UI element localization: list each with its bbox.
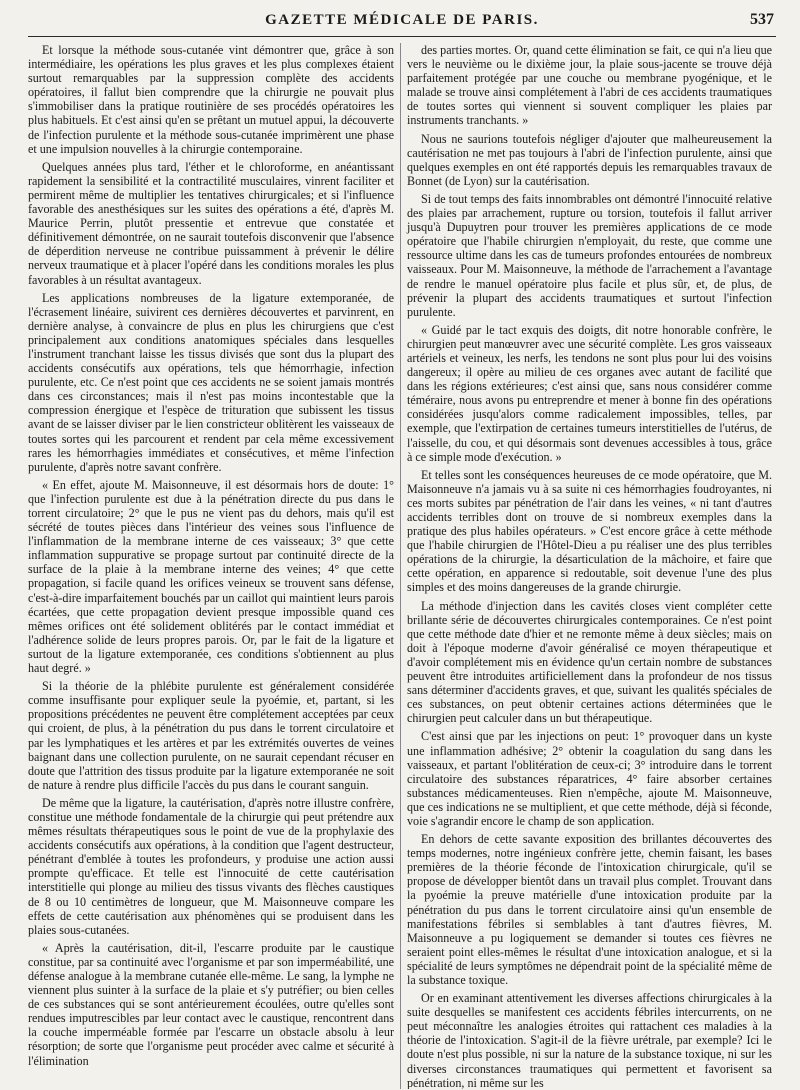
page-header xyxy=(28,10,776,37)
paragraph: « Après la cautérisation, dit-il, l'escarre produite par le caustique constitue, par sa continuité avec l'organisme et par son imperméabilité, une défense analogue à la membrane cutanée elle-même. Le sang, la lymphe ne viennent plus suinter à la surface de la plaie et s'y putréfier; ou bien celles de ces substances qui se sont antérieurement écoulées, outre qu'elles sont rendues imputrescibles par leur contact avec le caustique, rencontrent dans la couche imperméable formée par l'escarre un obstacle absolu à leur résorption; de sorte que l'organisme peut procéder avec calme et sécurité à l'élimination xyxy=(28,940,394,1068)
paragraph: En dehors de cette savante exposition des brillantes découvertes des temps modernes, notre ingénieux confrère jette, chemin faisant, les bases premières de la théorie féconde de l'intoxication chirurgicale, qu'il se propose de développer bientôt dans un travail plus complet. Trouvant dans la pyoémie la preuve matérielle d'une intoxication produite par la pénétration du pus dans le torrent circulatoire ainsi qu'un ensemble de manifestations fébriles si semblables à tant d'autres fièvres, M. Maisonneuve a pu logiquement se demander si toutes ces fièvres ne seraient point elles-mêmes le résultat d'une intoxication analogue, et si la spécialité de leurs symptômes ne dépendrait point de la spécialité même de la substance toxique. xyxy=(407,832,772,987)
paragraph: « En effet, ajoute M. Maisonneuve, il est désormais hors de doute: 1° que l'infection purulente est due à la pénétration directe du pus dans le torrent circulatoire; 2° que le pus ne vient pas du dehors, mais qu'il est sécrété de toutes pièces dans l'intérieur des veines sous l'influence de l'inflammation de la membrane interne de ces vaisseaux; 3° que cette inflammation suppurative se propage surtout par continuité directe de la surface de la plaie à la membrane interne des veines; 4° que cette propagation, si facile quand les orifices veineux se trouvent sans défense, c'est-à-dire imparfaitement bouchés par un caillot qui maintient leurs parois écartées, que cette propagation devient presque impossible quand ces mêmes orifices ont été solidement oblitérés par le contact immédiat et l'adhérence solide de leurs propres parois. Or, par le fait de la ligature et surtout de la ligature extemporanée, ces conditions s'obtiennent au plus haut degré. » xyxy=(28,477,394,676)
paragraph: Les applications nombreuses de la ligature extemporanée, de l'écrasement linéaire, suivirent ces dernières découvertes et parvinrent, en dernière analyse, à convaincre de plus en plus les chirurgiens que c'est principalement aux conditions anatomiques spéciales dans lesquelles l'instrument tranchant laisse les tissus divisés que sont dus la plupart des accidents consécutifs aux opérations, tels que hémorrhagie, infection purulente, etc. Ce n'est point que ces accidents ne se soient jamais montrés dans ces circonstances; mais il n'est pas moins incontestable que la compression énergique et l'espèce de trituration que subissent les tissus avant de se laisser diviser par le lien constricteur oblitèrent les vaisseaux de toutes sortes qui les parcourent et rendent par cela même excessivement rares les hémorrhagies immédiates et consécutives, et même l'infection purulente, d'après notre savant confrère. xyxy=(28,290,394,474)
left-column xyxy=(28,43,400,1089)
paragraph: « Guidé par le tact exquis des doigts, dit notre honorable confrère, le chirurgien peut manœuvrer avec une sécurité complète. Les gros vaisseaux artériels et veineux, les nerfs, les tendons ne sont plus pour lui des voisins dangereux; il opère au milieu de ces organes avec autant de facilité que dans les régions extérieures; c'est ainsi que, sans nous considérer comme téméraire, nous avons pu entreprendre et mener à bonne fin des opérations considérées jusqu'alors comme radicalement impossibles, telles, par exemple, que l'extirpation de certaines tumeurs interstitielles de l'utérus, de l'aisselle, du cou, et qui désormais sont devenues accessibles à tous, grâce à ce simple mode d'exécution. » xyxy=(407,322,772,464)
paragraph: Et telles sont les conséquences heureuses de ce mode opératoire, que M. Maisonneuve n'a jamais vu à sa suite ni ces hémorrhagies foudroyantes, ni ces morts subites par pénétration de l'air dans les veines, « ni tant d'autres accidents terribles dont on trouve de si nombreux exemples dans la pratique des plus habiles opérateurs. » C'est encore grâce à cette méthode que l'habile chirurgien de l'Hôtel-Dieu a pu réaliser une des plus terribles opérations de la chirurgie, la désarticulation de la mâchoire, et faire que cette opération, en apparence si redoutable, soit devenue l'une des plus simples et des moins dangereuses de la grande chirurgie. xyxy=(407,467,772,595)
right-column xyxy=(400,43,772,1089)
text-columns xyxy=(28,43,776,1089)
paragraph: C'est ainsi que par les injections on peut: 1° provoquer dans un kyste une inflammation adhésive; 2° obtenir la coagulation du sang dans les vaisseaux, et partant l'oblitération de ceux-ci; 3° introduire dans le torrent circulatoire des substances réparatrices, 4° faire absorber certaines substances médicamenteuses. Rien n'empêche, ajoute M. Maisonneuve, que ces indications ne se multiplient, et que cette méthode, déjà si féconde, voie s'agrandir encore le champ de son application. xyxy=(407,729,772,828)
paragraph: Si de tout temps des faits innombrables ont démontré l'innocuité relative des plaies par arrachement, rupture ou torsion, toutefois il fallut arriver jusqu'à Dupuytren pour trouver les premières applications de ce mode opératoire que l'habile chirurgien n'employait, du reste, que comme une ressource ultime dans les cas de tumeurs profondes entourées de nombreux vaisseaux. Pour M. Maisonneuve, la méthode de l'arrachement a l'avantage de rendre le manuel opératoire plus facile et plus sûr, et, de plus, de prévenir la plupart des accidents traumatiques et surtout l'infection purulente. xyxy=(407,191,772,319)
journal-title: GAZETTE MÉDICALE DE PARIS. xyxy=(265,12,539,28)
paragraph: Si la théorie de la phlébite purulente est généralement considérée comme insuffisante pour expliquer seule la pyoémie, et, partant, si les propositions précédentes ne peuvent être complétement acceptées par ceux qui croient, de plus, à la pénétration du pus dans le torrent circulatoire et par les lymphatiques et les artères et par les extrémités ouvertes de veines baignant dans une collection purulente, on ne saurait cependant récuser en doute que l'attrition des tissus produite par la ligature extemporanée ne soit de nature à rendre plus difficile l'accès du pus dans le courant sanguin. xyxy=(28,679,394,792)
paragraph: Quelques années plus tard, l'éther et le chloroforme, en anéantissant rapidement la sensibilité et la contractilité musculaires, vinrent faciliter et permirent même de multiplier les tentatives chirurgicales; et si l'influence favorable des anesthésiques sur les suites des opérations a été, d'après M. Maurice Perrin, plutôt pressentie et entrevue que constatée et définitivement démontrée, on ne saurait toutefois disconvenir que l'absence de déperdition nerveuse ne contribue puissamment à prévenir le délire nerveux traumatique et à placer l'opéré dans les conditions morales les plus favorables à un résultat avantageux. xyxy=(28,159,394,287)
paragraph: La méthode d'injection dans les cavités closes vient compléter cette brillante série de découvertes chirurgicales contemporaines. Ce n'est point que cette méthode date d'hier et ne remonte même à deux siècles; mais on doit à l'époque moderne d'avoir généralisé ce moyen thérapeutique et d'avoir complétement mis en évidence qu'un certain nombre de substances peuvent être introduites artificiellement dans la profondeur de nos tissus sans déterminer d'accidents graves, et que, suivant les qualités spéciales de ces substances, on peut obtenir certaines actions déterminées que le chirurgien peut calculer dans un but thérapeutique. xyxy=(407,598,772,726)
paragraph: Et lorsque la méthode sous-cutanée vint démontrer que, grâce à son intermédiaire, les opérations les plus graves et les plus complexes étaient surtout remarquables par la suppression complète des accidents opératoires, il fallut bien comprendre que la chirurgie ne pouvait plus s'immobiliser dans la pratique routinière de ses procédés opératoires les plus habituels. Et c'est ainsi qu'en se prêtant un mutuel appui, la découverte de l'infection purulente et la méthode sous-cutanée imprimèrent une phase et une impulsion nouvelles à la chirurgie contemporaine. xyxy=(28,43,394,156)
paragraph: Nous ne saurions toutefois négliger d'ajouter que malheureusement la cautérisation ne met pas toujours à l'abri de l'infection purulente, ainsi que quelques exemples en ont été rapportés depuis les remarquables travaux de Bonnet (de Lyon) sur la cautérisation. xyxy=(407,131,772,188)
paragraph: De même que la ligature, la cautérisation, d'après notre illustre confrère, constitue une méthode fondamentale de la chirurgie qui peut prétendre aux mêmes résultats thérapeutiques sous le point de vue de la prophylaxie des accidents consécutifs aux opérations, à la condition que l'agent destructeur, pénétrant d'emblée à toutes les profondeurs, y produise une action aussi prompte qu'efficace. Et telle est l'innocuité de cette cautérisation interstitielle qui plonge au milieu des tissus vivants des flèches caustiques de 8 ou 10 centimètres de longueur, que M. Maisonneuve compare les effets de cette cautérisation aux phénomènes qui se produisent dans les plaies sous-cutanées. xyxy=(28,795,394,937)
page-number: 537 xyxy=(750,11,774,28)
paragraph: des parties mortes. Or, quand cette élimination se fait, ce qui n'a lieu que vers le neuvième ou le dixième jour, la plaie sous-jacente se trouve déjà parfaitement protégée par une couche ou membrane pyogénique, et le malade se trouve ainsi complétement à l'abri de ces accidents traumatiques de toutes sortes qui viennent si souvent compliquer les plaies par instruments tranchants. » xyxy=(407,43,772,128)
paragraph: Or en examinant attentivement les diverses affections chirurgicales à la suite desquelles se manifestent ces accidents fébriles intercurrents, on ne peut méconnaître les analogies étroites qui rattachent ces maladies à la théorie de l'intoxication. S'agit-il de la fièvre urétrale, par exemple? Ici le doute n'est plus possible, ni sur la nature de la substance toxique, ni sur les diverses circonstances traumatiques qui permettent et favorisent sa pénétration, ni même sur les xyxy=(407,991,772,1089)
